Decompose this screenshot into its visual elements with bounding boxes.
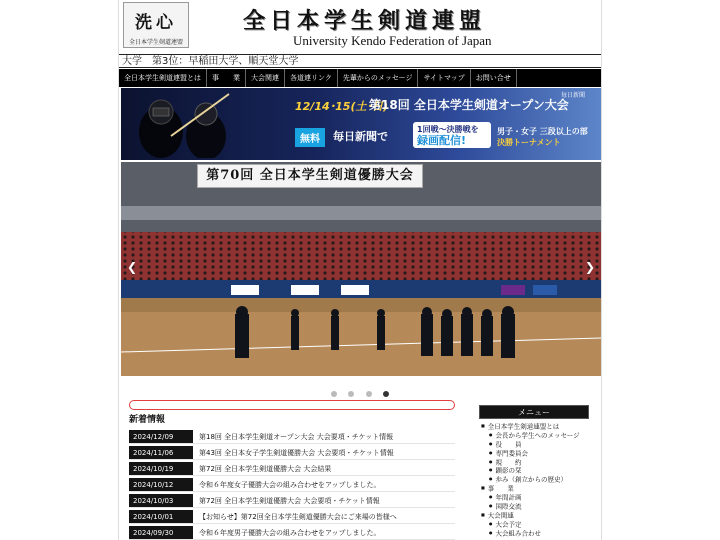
- banner-title: 第18回 全日本学生剣道オープン大会: [369, 98, 569, 112]
- banner-broadcaster: 毎日新聞で: [333, 130, 388, 143]
- news-item[interactable]: [129, 510, 455, 524]
- sidebar-menu-item[interactable]: ● 会長から学生へのメッセージ: [481, 431, 591, 440]
- sidebar-menu-item[interactable]: ● 顕彰の栞: [481, 466, 591, 475]
- promo-banner[interactable]: [121, 88, 601, 160]
- logo-subtitle: 全日本学生剣道連盟: [128, 39, 183, 46]
- slide-dot-4[interactable]: [383, 391, 389, 397]
- news-date: 2024/11/06: [129, 446, 193, 459]
- sidebar-menu-item[interactable]: ■ 全日本学生剣道連盟とは: [481, 422, 591, 431]
- news-list: [129, 430, 455, 540]
- free-badge: 無料: [295, 128, 325, 147]
- page-container: [118, 0, 602, 540]
- nav-item-sitemap[interactable]: サイトマップ: [418, 69, 470, 87]
- arena-photo: [121, 162, 601, 376]
- banner-right-text: [497, 126, 597, 148]
- sidebar-menu-item[interactable]: ● 規 約: [481, 458, 591, 467]
- news-date: 2024/10/12: [129, 478, 193, 491]
- slide-dot-2[interactable]: [348, 391, 354, 397]
- banner-date: 12/14･15(土･日): [295, 100, 388, 113]
- news-title[interactable]: 第18回 全日本学生剣道オープン大会 大会要項・チケット情報: [199, 433, 394, 441]
- slide-next-arrow[interactable]: ❯: [584, 260, 595, 274]
- main-nav: [119, 69, 601, 87]
- nav-item-messages[interactable]: 先輩からのメッセージ: [338, 69, 419, 87]
- news-title[interactable]: 令和６年度女子優勝大会の組み合わせをアップしました。: [199, 481, 381, 489]
- logo-kanji: 洗心: [135, 13, 177, 33]
- nav-item-about[interactable]: 全日本学生剣道連盟とは: [119, 69, 207, 87]
- sidebar-menu-item[interactable]: ● 役 員: [481, 440, 591, 449]
- sidebar-menu-item[interactable]: ■ 事 業: [481, 484, 591, 493]
- news-title[interactable]: 第72回 全日本学生剣道優勝大会 大会要項・チケット情報: [199, 497, 380, 505]
- news-item[interactable]: [129, 478, 455, 492]
- news-heading: 新着情報: [129, 415, 166, 425]
- banner-cta-line2: 録画配信!: [417, 134, 467, 147]
- nav-item-contact[interactable]: お問い合せ: [471, 69, 517, 87]
- nav-item-links[interactable]: 各道連リンク: [285, 69, 338, 87]
- sidebar-menu-item[interactable]: ● 国際交流: [481, 502, 591, 511]
- news-item[interactable]: [129, 462, 455, 476]
- kendo-player-illustration: [131, 92, 231, 158]
- news-ticker: 大学 第3位：早稲田大学、順天堂大学: [119, 54, 601, 68]
- sidebar-menu-item[interactable]: ■ 大会関連: [481, 511, 591, 520]
- news-item[interactable]: [129, 446, 455, 460]
- news-item[interactable]: [129, 430, 455, 444]
- news-date: 2024/10/19: [129, 462, 193, 475]
- news-title[interactable]: 【お知らせ】第72回全日本学生剣道優勝大会にご来場の皆様へ: [199, 513, 397, 521]
- nav-item-tournaments[interactable]: 大会関連: [246, 69, 285, 87]
- news-date: 2024/10/01: [129, 510, 193, 523]
- banner-right-line2: 決勝トーナメント: [497, 138, 561, 147]
- site-search-bar[interactable]: [129, 400, 455, 410]
- news-item[interactable]: [129, 494, 455, 508]
- news-title[interactable]: 令和６年度男子優勝大会の組み合わせをアップしました。: [199, 529, 381, 537]
- hero-slideshow[interactable]: [121, 162, 601, 376]
- sidebar-menu-item[interactable]: ● 大会組み合わせ: [481, 529, 591, 538]
- banner-cta-box: [413, 122, 491, 148]
- sidebar-menu-title: メニュー: [479, 405, 589, 419]
- site-logo[interactable]: [123, 2, 189, 48]
- newspaper-logo: 毎日新聞: [561, 92, 586, 99]
- slide-dot-1[interactable]: [331, 391, 337, 397]
- banner-cta-line1: 1回戦～決勝戦を: [417, 125, 479, 134]
- org-name-english: University Kendo Federation of Japan: [293, 33, 492, 48]
- news-date: 2024/12/09: [129, 430, 193, 443]
- news-title[interactable]: 第43回 全日本女子学生剣道優勝大会 大会要項・チケット情報: [199, 449, 394, 457]
- sidebar-menu-item[interactable]: ● 年間計画: [481, 493, 591, 502]
- sidebar-menu-item[interactable]: ● 歩み（創立からの歴史）: [481, 475, 591, 484]
- sidebar-menu: [481, 422, 591, 538]
- slide-tournament-banner: 第70回 全日本学生剣道優勝大会: [197, 164, 423, 188]
- org-name-japanese: 全日本学生剣道連盟: [243, 8, 487, 34]
- news-date: 2024/10/03: [129, 494, 193, 507]
- nav-item-projects[interactable]: 事 業: [207, 69, 246, 87]
- news-item[interactable]: [129, 526, 455, 540]
- sidebar-menu-item[interactable]: ● 専門委員会: [481, 449, 591, 458]
- slide-prev-arrow[interactable]: ❮: [127, 260, 138, 274]
- slide-dot-3[interactable]: [366, 391, 372, 397]
- news-title[interactable]: 第72回 全日本学生剣道優勝大会 大会結果: [199, 465, 332, 473]
- sidebar-menu-item[interactable]: ● 大会予定: [481, 520, 591, 529]
- slide-pagination: [119, 382, 601, 401]
- banner-right-line1: 男子・女子 三段以上の部: [497, 127, 588, 136]
- news-date: 2024/09/30: [129, 526, 193, 539]
